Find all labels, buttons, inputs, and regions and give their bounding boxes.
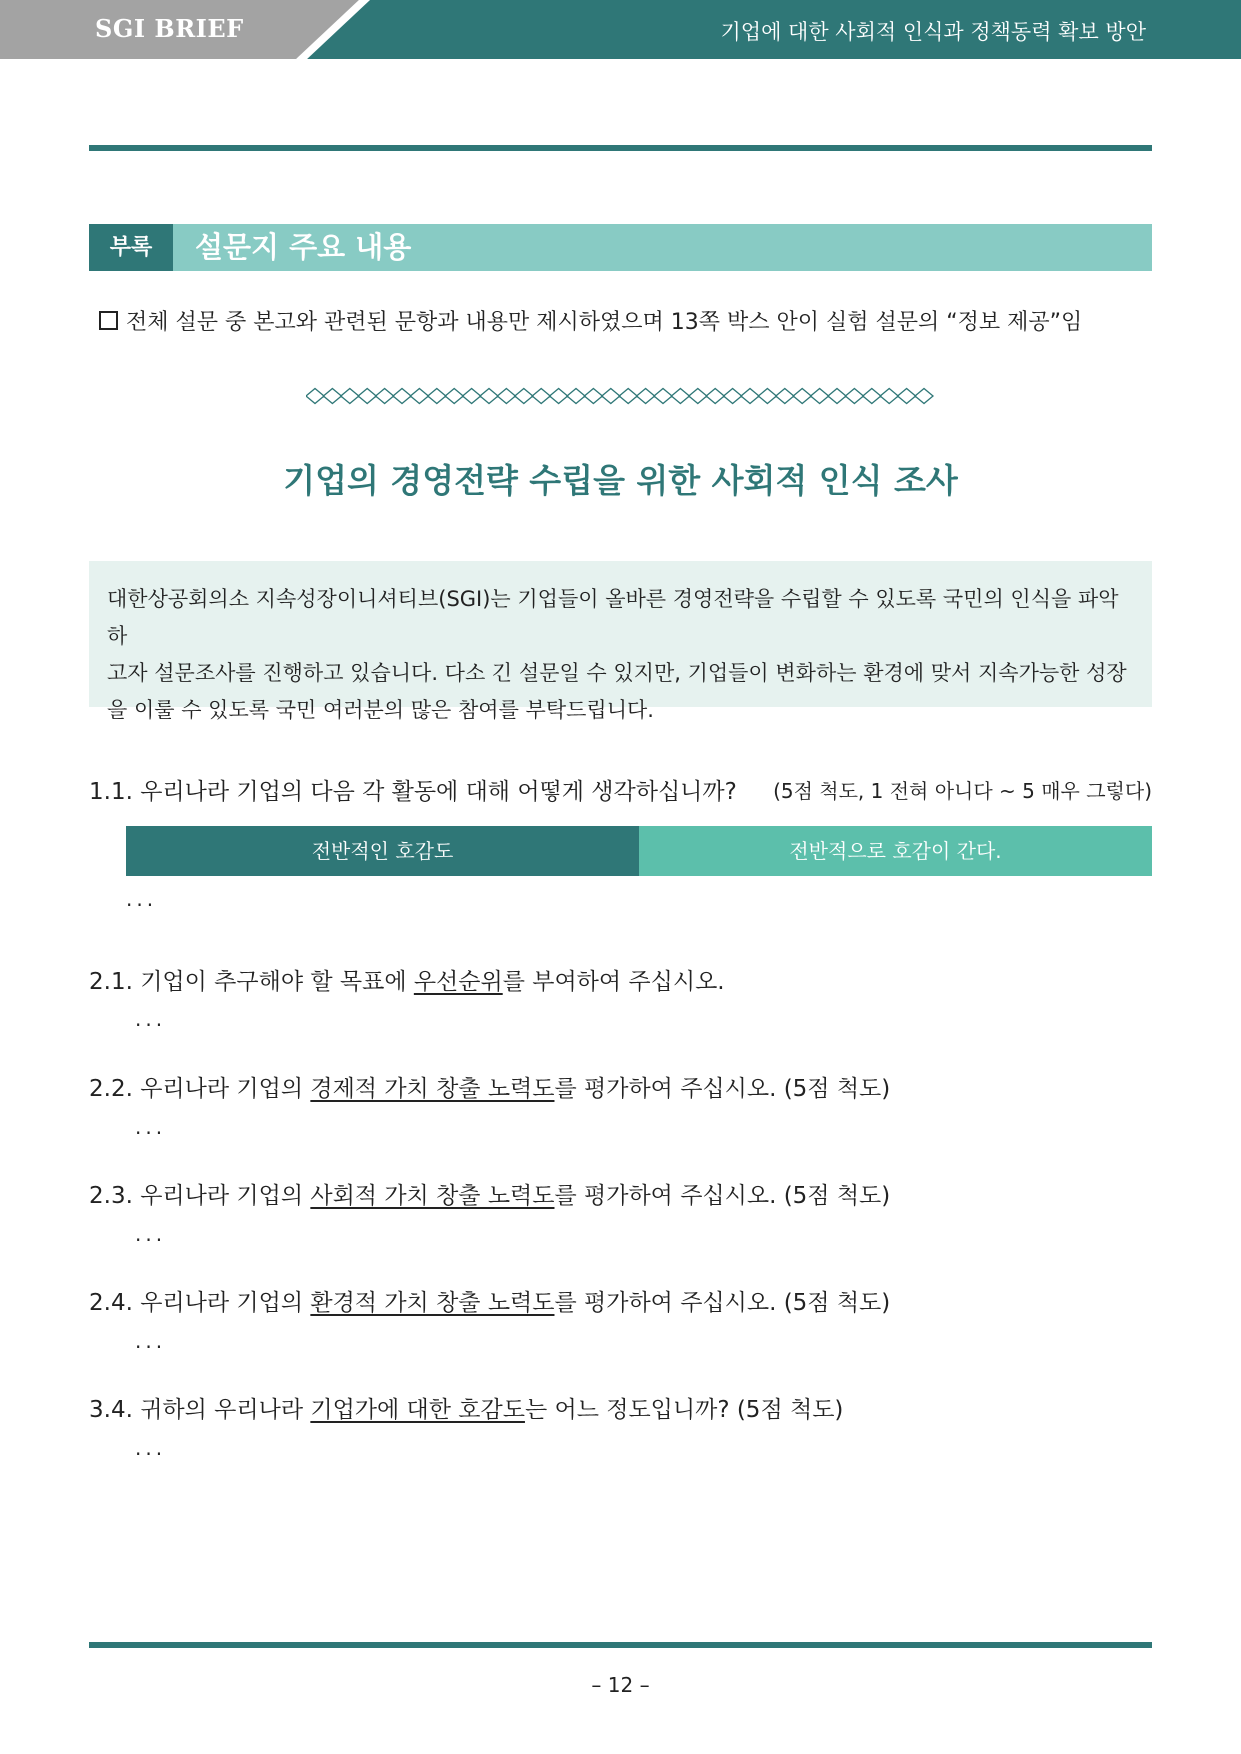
underlined-term: 기업가에 대한 호감도 <box>310 1397 525 1423</box>
survey-intro-box <box>89 561 1152 722</box>
table-cell-item: 전반적인 호감도 <box>126 826 639 876</box>
ellipsis: ... <box>126 887 158 911</box>
ellipsis: ... <box>135 1115 167 1139</box>
appendix-label: 부록 <box>89 224 173 271</box>
underlined-term: 우선순위 <box>413 969 503 995</box>
checkbox-icon <box>99 311 118 330</box>
ellipsis: ... <box>135 1007 167 1031</box>
bottom-rule <box>89 1642 1152 1648</box>
page-number: – 12 – <box>591 1673 650 1697</box>
ellipsis: ... <box>135 1436 167 1460</box>
diamond-pattern <box>306 389 933 404</box>
question-1-1-scale: (5점 척도, 1 전혀 아니다 ~ 5 매우 그렇다) <box>773 779 1152 803</box>
survey-title: 기업의 경영전략 수립을 위한 사회적 인식 조사 <box>283 461 958 500</box>
intro-line: 고자 설문조사를 진행하고 있습니다. 다소 긴 설문일 수 있지만, 기업들이 변화하는 환경에 맞서 지속가능한 성장 <box>107 661 1127 685</box>
question-2-1: 2.1. 기업이 추구해야 할 목표에 우선순위를 부여하여 주십시오. <box>89 969 725 995</box>
header-brand: SGI BRIEF <box>95 14 244 43</box>
table-cell-statement: 전반적으로 호감이 간다. <box>639 826 1152 876</box>
question-2-4: 2.4. 우리나라 기업의 환경적 가치 창출 노력도를 평가하여 주십시오. (5점 척도) <box>89 1290 891 1316</box>
question-1-1: 1.1. 우리나라 기업의 다음 각 활동에 대해 어떻게 생각하십니까? <box>89 779 737 805</box>
top-rule <box>89 145 1152 151</box>
diamond-divider <box>306 386 936 406</box>
note <box>99 305 1082 336</box>
intro-line: 을 이룰 수 있도록 국민 여러분의 많은 참여를 부탁드립니다. <box>107 698 654 722</box>
question-2-3: 2.3. 우리나라 기업의 사회적 가치 창출 노력도를 평가하여 주십시오. (5점 척도) <box>89 1183 891 1209</box>
ellipsis: ... <box>135 1222 167 1246</box>
underlined-term: 사회적 가치 창출 노력도 <box>310 1183 555 1209</box>
question-2-2: 2.2. 우리나라 기업의 경제적 가치 창출 노력도를 평가하여 주십시오. (5점 척도) <box>89 1076 891 1102</box>
note-text: 전체 설문 중 본고와 관련된 문항과 내용만 제시하였으며 13쪽 박스 안이 실험 설문의 “정보 제공”임 <box>126 310 1083 335</box>
underlined-term: 환경적 가치 창출 노력도 <box>310 1290 555 1316</box>
header-title: 기업에 대한 사회적 인식과 정책동력 확보 방안 <box>720 20 1146 44</box>
intro-line: 대한상공회의소 지속성장이니셔티브(SGI)는 기업들이 올바른 경영전략을 수립할 수 있도록 국민의 인식을 파악하 <box>107 587 1119 648</box>
question-3-4: 3.4. 귀하의 우리나라 기업가에 대한 호감도는 어느 정도입니까? (5점 척도) <box>89 1397 844 1423</box>
ellipsis: ... <box>135 1329 167 1353</box>
underlined-term: 경제적 가치 창출 노력도 <box>310 1076 555 1102</box>
appendix-title: 설문지 주요 내용 <box>195 230 412 264</box>
